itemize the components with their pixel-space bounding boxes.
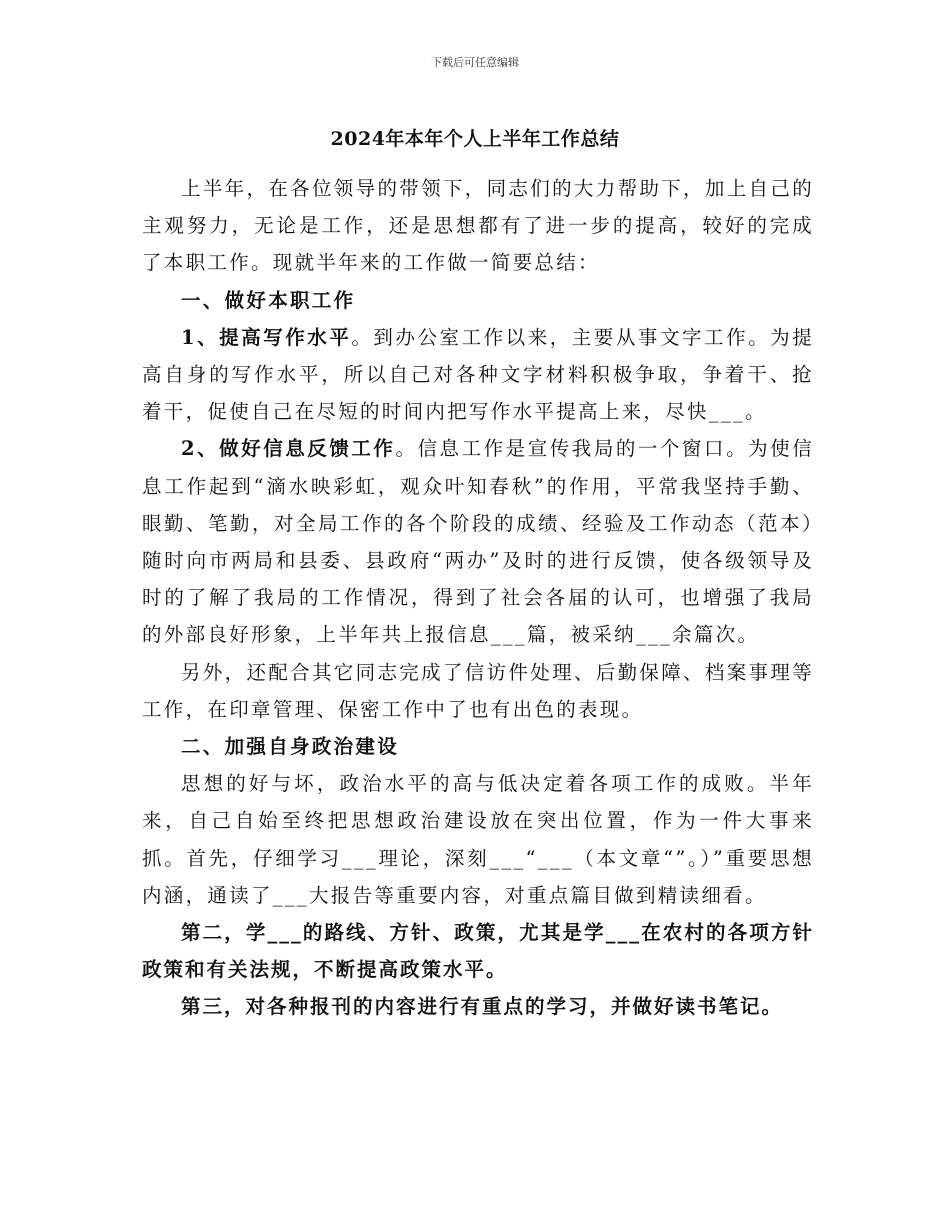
- item-body-2: 。信息工作是宣传我局的一个窗口。为使信息工作起到“滴水映彩虹，观众叶知春秋”的作用，平常我坚持手勤、眼勤、笔勤，对全局工作的各个阶段的成绩、经验及工作动态（范本）随时向市两局和县委、县政府“两办”及时的进行反馈，使各级领导及时的了解了我局的工作情况，得到了社会各届的认可，也增强了我局的外部良好形象，上半年共上报信息___篇，被采纳___余篇次。: [142, 437, 814, 647]
- intro-paragraph: 上半年，在各位领导的带领下，同志们的大力帮助下，加上自己的主观努力，无论是工作，还是思想都有了进一步的提高，较好的完成了本职工作。现就半年来的工作做一简要总结：: [142, 177, 814, 275]
- item-paragraph-1: [142, 319, 814, 431]
- item-lead-2: 2、做好信息反馈工作: [181, 437, 396, 461]
- other-paragraph: 另外，还配合其它同志完成了信访件处理、后勤保障、档案事理等工作，在印章管理、保密工作中了也有出色的表现。: [142, 660, 814, 721]
- header-note: 下载后可任意编辑: [431, 56, 519, 69]
- politics-paragraph-2: 第二，学___的路线、方针、政策，尤其是学___在农村的各项方针政策和有关法规，不断提高政策水平。: [142, 921, 814, 982]
- section-heading-1: 一、做好本职工作: [181, 288, 356, 312]
- document-body: [142, 170, 814, 1026]
- item-lead-1: 1、提高写作水平: [181, 325, 352, 349]
- document-title: 2024年本年个人上半年工作总结: [330, 128, 620, 150]
- item-body-1: 。到办公室工作以来，主要从事文字工作。为提高自身的写作水平，所以自己对各种文字材料积极争取，争着干、抢着干，促使自己在尽短的时间内把写作水平提高上来，尽快___。: [142, 325, 814, 424]
- politics-paragraph-3: 第三，对各种报刊的内容进行有重点的学习，并做好读书笔记。: [181, 995, 784, 1019]
- item-paragraph-2: [142, 430, 814, 653]
- politics-paragraph-1: 思想的好与坏，政治水平的高与低决定着各项工作的成败。半年来，自己自始至终把思想政治建设放在突出位置，作为一件大事来抓。首先，仔细学习___理论，深刻___“___（本文章“”。）”重要思想内涵，通读了___大报告等重要内容，对重点篇目做到精读细看。: [142, 772, 814, 907]
- section-heading-2: 二、加强自身政治建设: [181, 735, 400, 759]
